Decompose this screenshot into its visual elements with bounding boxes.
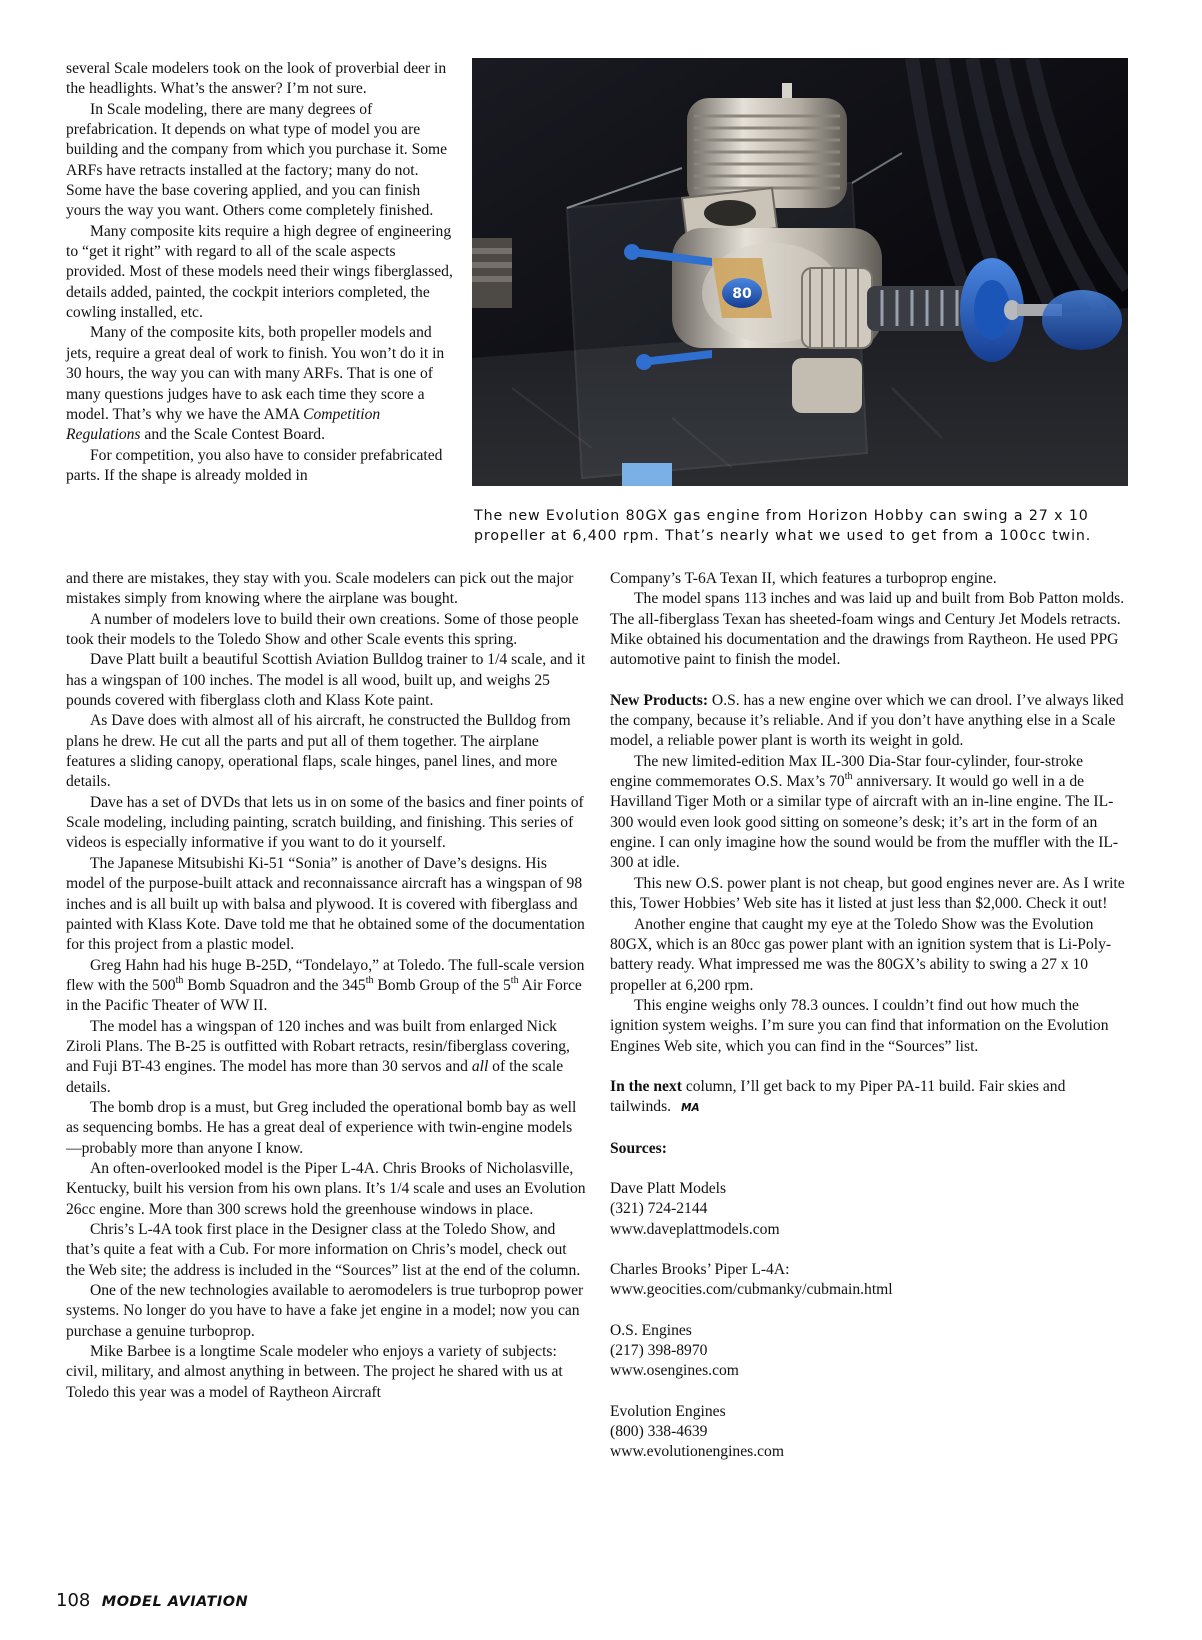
- paragraph: This new O.S. power plant is not cheap, but good engines never are. As I write this, Tower Hobbies’ Web site has it listed at just less than $2,000. Check it out!: [610, 874, 1125, 913]
- paragraph: For competition, you also have to consider prefabricated parts. If the shape is already molded in: [66, 446, 443, 484]
- page-footer: [56, 1590, 248, 1611]
- source-url[interactable]: www.daveplattmodels.com: [610, 1220, 780, 1238]
- engine-badge: 80: [732, 286, 752, 302]
- section-label: New Products:: [610, 691, 709, 709]
- paragraph: Greg Hahn had his huge B-25D, “Tondelayo,” at Toledo. The full-scale version flew with the 500th Bomb Squadron and the 345th Bomb Group of the 5th Air Force in the Pacific Theater of WW II.: [66, 956, 585, 1015]
- sources-list: [610, 1179, 1128, 1463]
- photo-caption: The new Evolution 80GX gas engine from Horizon Hobby can swing a 27 x 10 propeller at 6,400 rpm. That’s nearly what we used to get from a 100cc twin.: [474, 508, 1092, 544]
- source-entry: [610, 1179, 1128, 1240]
- paragraph: The new limited-edition Max IL-300 Dia-Star four-cylinder, four-stroke engine commemorates O.S. Max’s 70th anniversary. It would go well in a de Havilland Tiger Moth or a similar type of aircraft with an in-line engine. The IL-300 would even look good sitting on someone’s desk; it’s art in the form of an engine. I can only imagine how the sound would be from the muffler with the IL-300 at idle.: [610, 752, 1119, 872]
- paragraph: One of the new technologies available to aeromodelers is true turboprop power systems. No longer do you have to have a fake jet engine in a model; now you can purchase a genuine turboprop.: [66, 1282, 584, 1340]
- article-column-right: [610, 569, 1128, 1463]
- engine-photo: [472, 58, 1128, 486]
- source-name: Dave Platt Models: [610, 1179, 727, 1197]
- paragraph: The model has a wingspan of 120 inches and was built from enlarged Nick Ziroli Plans. The B-25 is outfitted with Robart retracts, resin/fiberglass covering, and Fuji BT-43 engines. The model has more than 30 servos and all of the scale details.: [66, 1017, 570, 1096]
- paragraph: several Scale modelers took on the look of proverbial deer in the headlights. What’s the answer? I’m not sure.: [66, 60, 447, 98]
- source-url[interactable]: www.osengines.com: [610, 1362, 739, 1380]
- paragraph: Chris’s L-4A took first place in the Designer class at the Toledo Show, and that’s quite a feat with a Cub. For more information on Chris’s model, check out the Web site; the address is included in the “Sources” list at the end of the column.: [66, 1221, 581, 1279]
- paragraph: As Dave does with almost all of his aircraft, he constructed the Bulldog from plans he drew. He cut all the parts and put all of them together. The airplane features a sliding canopy, operational flaps, scale hinges, panel lines, and more details.: [66, 712, 571, 791]
- end-mark: MA: [681, 1102, 700, 1115]
- paragraph: Company’s T-6A Texan II, which features a turboprop engine.: [610, 570, 997, 587]
- paragraph: The model spans 113 inches and was laid up and built from Bob Patton molds. The all-fiberglass Texan has sheeted-foam wings and Century Jet Models retracts. Mike obtained his documentation and the drawings from Raytheon. He used PPG automotive paint to finish the model.: [610, 590, 1125, 669]
- paragraph: The bomb drop is a must, but Greg included the operational bomb bay as well as sequencing bombs. He has a great deal of experience with twin-engine models—probably more than anyone I know.: [66, 1098, 577, 1157]
- source-entry: [610, 1321, 1128, 1382]
- article-column-bottom-left: [66, 569, 586, 1403]
- source-name: Evolution Engines: [610, 1402, 726, 1420]
- source-phone: (800) 338-4639: [610, 1423, 708, 1441]
- source-entry: [610, 1402, 1128, 1463]
- paragraph: Dave has a set of DVDs that lets us in on some of the basics and finer points of Scale modeling, including painting, scratch building, and finishing. This series of videos is especially informative if you want to do it yourself.: [66, 793, 584, 852]
- source-phone: (321) 724-2144: [610, 1200, 708, 1218]
- paragraph: and there are mistakes, they stay with you. Scale modelers can pick out the major mistakes simply from knowing where the airplane was bought.: [66, 570, 574, 608]
- source-name: O.S. Engines: [610, 1321, 692, 1339]
- paragraph: In Scale modeling, there are many degrees of prefabrication. It depends on what type of model you are building and the company from which you purchase it. Some ARFs have retracts installed at the factory; many do not. Some have the base covering applied, and you can finish yours the way you want. Others come completely finished.: [66, 100, 448, 220]
- paragraph: Many of the composite kits, both propeller models and jets, require a great deal of work to finish. You won’t do it in 30 hours, the way you can with many ARFs. That is one of many questions judges have to ask each time they score a model. That’s why we have the AMA Competition Regulations and the Scale Contest Board.: [66, 324, 445, 444]
- paragraph: An often-overlooked model is the Piper L-4A. Chris Brooks of Nicholasville, Kentucky, built his version from his own plans. It’s 1/4 scale and uses an Evolution 26cc engine. More than 300 screws hold the greenhouse windows in place.: [66, 1159, 586, 1218]
- paragraph: Another engine that caught my eye at the Toledo Show was the Evolution 80GX, which is an 80cc gas power plant with an ignition system that is Li-Poly-battery ready. What impressed me was the 80GX’s ability to swing a 27 x 10 propeller at 6,200 rpm.: [610, 915, 1112, 994]
- section-label: In the next: [610, 1077, 682, 1095]
- article-column-top-left: [66, 59, 454, 486]
- magazine-name: MODEL AVIATION: [101, 1594, 249, 1610]
- page-number: 108: [56, 1590, 91, 1611]
- publication-title: Competition Regulations: [66, 405, 381, 444]
- paragraph: This engine weighs only 78.3 ounces. I couldn’t find out how much the ignition system weighs. I’m sure you can find that information on the Evolution Engines Web site, which you can find in the “Sources” list.: [610, 996, 1109, 1055]
- source-phone: (217) 398-8970: [610, 1342, 708, 1359]
- source-url[interactable]: www.evolutionengines.com: [610, 1443, 784, 1461]
- paragraph: Dave Platt built a beautiful Scottish Aviation Bulldog trainer to 1/4 scale, and it has a wingspan of 100 inches. The model is all wood, built up, and weighs 25 pounds covered with fiberglass cloth and Klass Kote paint.: [66, 651, 586, 710]
- fraction: 1/4: [389, 1180, 410, 1198]
- engine-photo-illustration: [472, 58, 1128, 486]
- source-url[interactable]: www.geocities.com/cubmanky/cubmain.html: [610, 1281, 893, 1299]
- sources-heading: Sources:: [610, 1139, 667, 1157]
- closing-paragraph: In the next column, I’ll get back to my Piper PA-11 build. Fair skies and tailwinds. MA: [610, 1077, 1066, 1116]
- paragraph: A number of modelers love to build their own creations. Some of those people took their models to the Toledo Show and other Scale events this spring.: [66, 610, 579, 649]
- source-name: Charles Brooks’ Piper L-4A:: [610, 1260, 790, 1278]
- paragraph: Many composite kits require a high degree of engineering to “get it right” with regard to all of the scale aspects provided. Most of these models need their wings fiberglassed, details added, painted, the cockpit interiors completed, the cowling installed, etc.: [66, 222, 453, 322]
- paragraph: Mike Barbee is a longtime Scale modeler who enjoys a variety of subjects: civil, military, and almost anything in between. The project he shared with us at Toledo this year was a model of Raytheon Aircraft: [66, 1343, 563, 1401]
- fraction: 1/4: [487, 651, 508, 669]
- new-products-paragraph: New Products: O.S. has a new engine over which we can drool. I’ve always liked the company, because it’s reliable. And if you don’t have anything else in a Scale model, a reliable power plant is worth its weight in gold.: [610, 691, 1124, 750]
- paragraph: The Japanese Mitsubishi Ki-51 “Sonia” is another of Dave’s designs. His model of the purpose-built attack and reconnaissance aircraft has a wingspan of 98 inches and is all built up with balsa and plywood. It is covered with fiberglass and painted with Klass Kote. Dave told me that he obtained some of the documentation for this project from a plastic model.: [66, 854, 585, 954]
- source-entry: [610, 1260, 1128, 1301]
